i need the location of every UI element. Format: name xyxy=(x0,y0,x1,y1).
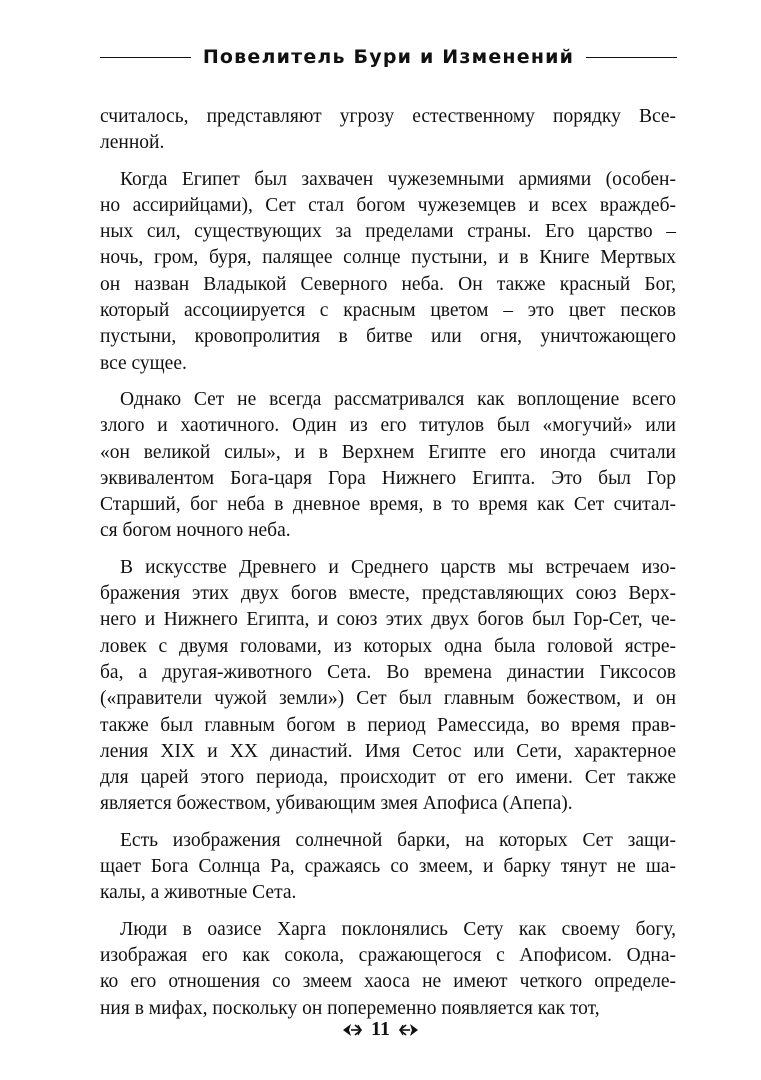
text-line: ления XIX и XX династий. Имя Сетос или Сети, характерное xyxy=(100,740,676,762)
text-line: Есть изображения солнечной барки, на которых Сет защи- xyxy=(120,829,676,851)
text-line: ных сил, существующих за пределами страны. Его царство – xyxy=(100,221,676,243)
text-line: ночь, гром, буря, палящее солнце пустыни, и в Книге Мертвых xyxy=(100,247,676,269)
text-line: щает Бога Солнца Ра, сражаясь со змеем, и барку тянут не ша- xyxy=(100,856,676,878)
text-line: Люди в оазисе Харга поклонялись Сету как своему богу, xyxy=(120,918,676,940)
text-line: считалось, представляют угрозу естественному порядку Все- xyxy=(100,106,676,127)
text-line: пустыни, кровопролития в битве или огня, уничтожающего xyxy=(100,326,676,348)
arrow-ornament-right-icon xyxy=(398,1023,420,1037)
running-title: Повелитель Бури и Изменений xyxy=(202,46,575,68)
text-line: Однако Сет не всегда рассматривался как воплощение всего xyxy=(120,388,676,410)
text-line: «он великой силы», и в Верхнем Египте его иногда считали xyxy=(100,441,676,463)
text-line: является божеством, убивающим змея Апофиса (Апепа). xyxy=(100,793,573,815)
paragraph xyxy=(100,828,676,907)
body-text xyxy=(100,104,676,1032)
text-line: него и Нижнего Египта, и союз этих двух богов был Гор-Сет, че- xyxy=(100,609,676,631)
paragraph xyxy=(100,387,676,545)
header-rule-left xyxy=(100,57,191,58)
text-line: ленной. xyxy=(100,132,165,154)
text-line: эквивалентом Бога-царя Гора Нижнего Египта. Это был Гор xyxy=(100,467,676,489)
text-line: но ассирийцами), Сет стал богом чужеземцев и всех враждеб- xyxy=(100,194,676,216)
text-line: («правители чужой земли») Сет был главным божеством, и он xyxy=(100,688,676,710)
paragraph xyxy=(100,104,676,157)
text-line: бражения этих двух богов вместе, представляющих союз Верх- xyxy=(100,583,676,605)
page-footer xyxy=(0,1018,761,1041)
text-line: ния в мифах, поскольку он попеременно появляется как тот, xyxy=(100,997,600,1019)
page-number: 11 xyxy=(371,1018,390,1040)
text-line: В искусстве Древнего и Среднего царств мы встречаем изо- xyxy=(120,556,676,578)
arrow-ornament-left-icon xyxy=(341,1023,363,1037)
text-line: злого и хаотичного. Один из его титулов был «могучий» или xyxy=(100,415,676,437)
text-line: ба, а другая-животного Сета. Во времена династии Гиксосов xyxy=(100,661,676,683)
text-line: все сущее. xyxy=(100,352,187,374)
text-line: ловек с двумя головами, из которых одна была головой ястре- xyxy=(100,635,676,657)
header-rule-right xyxy=(586,57,677,58)
text-line: Когда Египет был захвачен чужеземными армиями (особен- xyxy=(120,168,676,190)
text-line: для царей этого периода, происходит от его имени. Сет также xyxy=(100,767,676,789)
running-head xyxy=(100,42,677,72)
paragraph xyxy=(100,555,676,818)
text-line: ся богом ночного неба. xyxy=(100,520,291,542)
paragraph xyxy=(100,917,676,1022)
text-line: он назван Владыкой Северного неба. Он также красный Бог, xyxy=(100,273,676,295)
paragraph xyxy=(100,167,676,377)
text-line: который ассоциируется с красным цветом – это цвет песков xyxy=(100,300,676,322)
text-line: изображая его как сокола, сражающегося с Апофисом. Одна- xyxy=(100,944,676,966)
text-line: ко его отношения со змеем хаоса не имеют четкого определе- xyxy=(100,971,676,993)
text-line: Старший, бог неба в дневное время, в то время как Сет считал- xyxy=(100,494,676,516)
text-line: также был главным богом в период Рамессида, во время прав- xyxy=(100,714,676,736)
text-line: калы, а животные Сета. xyxy=(100,882,297,904)
